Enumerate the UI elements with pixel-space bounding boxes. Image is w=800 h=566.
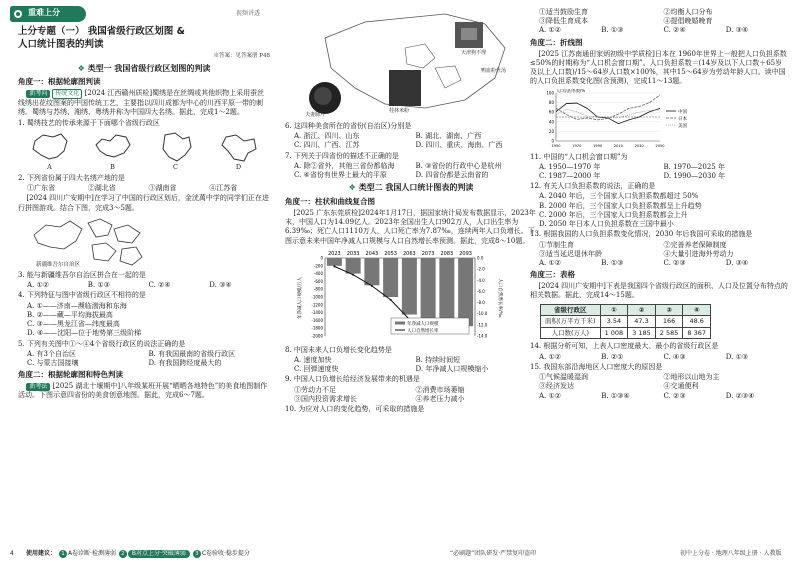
option[interactable]: C. ③——黑龙江省—纬度最高: [27, 320, 120, 329]
x-tick-label: 2043: [365, 250, 379, 257]
food-map: [285, 8, 537, 120]
x-tick-label: 1950: [551, 143, 561, 148]
question-3-options: [18, 281, 270, 290]
option[interactable]: ①节制生育: [539, 240, 574, 249]
y-tick-label: -1800: [311, 325, 323, 331]
option[interactable]: ④养老压力减小: [415, 394, 465, 403]
table-header: ④: [683, 304, 711, 316]
table-cell: 47.3: [628, 316, 656, 328]
option[interactable]: C. ④省份有世界上最大的平原: [294, 171, 387, 180]
series-line: [556, 103, 660, 124]
outline-b[interactable]: B: [92, 131, 134, 172]
x-tick-label: 2023: [328, 250, 341, 257]
province-table: [540, 304, 711, 340]
table-cell: 166: [655, 316, 683, 328]
map-caption: 新疆维吾尔自治区: [36, 261, 81, 268]
option[interactable]: D. ③④: [725, 26, 749, 35]
table-row: [541, 316, 711, 328]
option[interactable]: ①适当鼓励生育: [539, 8, 588, 16]
dependency-chart-svg: [540, 89, 710, 151]
step-1: A卷诊断·检测薄弱: [67, 550, 116, 557]
question-12-options: [530, 192, 788, 229]
question-14: 14. 根据分析可知，上表人口密度最大、最小的省级行政区是: [530, 342, 719, 351]
passage-table: [2024 四川广安期中]下表是我国四个省级行政区的面积、人口及位置分布特点的相关数据。据此，完成14～15题。: [530, 282, 788, 300]
passage-3-food: 新考法 [2025 湖北十堰期中]八年级某班开展“晒晒各地特色”的美食地图制作活动。下图示意四省份的美食创意地图。据此，完成6～7题。: [18, 382, 268, 400]
table-cell: 3 185: [628, 327, 656, 339]
option[interactable]: C. ②④: [663, 26, 686, 35]
question-5: 5. 下列有关图中①～④4个省级行政区的说法正确的是: [18, 339, 186, 348]
step-2-icon: 2: [119, 550, 127, 558]
footer-book: 初中上分卷 · 地理八年级上册 · 人教版: [680, 550, 782, 557]
page-number: 4: [10, 550, 14, 557]
line-point: [390, 299, 392, 301]
y2-tick-label: -8.0: [477, 299, 485, 305]
bar: [327, 258, 342, 266]
table-row: [541, 327, 711, 339]
x-tick-label: 2010: [613, 143, 623, 148]
legend-label: 美国: [678, 123, 687, 129]
x-tick-label: 2053: [384, 250, 397, 257]
y2-tick-label: -14.0: [477, 333, 488, 339]
option[interactable]: A. ①②: [27, 281, 50, 290]
passage-population: [2025 广东东莞质检]2024年1月17日，据国家统计局发布数据显示，2023年末，中国人口为14.09亿人。2023年全国出生人口902万人，人口出生率为6.39‰；死亡人口1110万人，人口死亡率为7.87‰，连续两年人口负增长。下图示意未来中国年净减人口规模与人口自然增长率预测。据此，完成8～10题。: [285, 208, 536, 245]
outline-d[interactable]: D: [218, 131, 260, 172]
y-tick-label: 40: [548, 118, 554, 124]
bar: [458, 258, 473, 326]
option[interactable]: A. 除②省外，其他三省份都临海: [294, 161, 395, 170]
question-1: 1. 蜀绣技艺的传承来源于下面哪个省级行政区: [18, 118, 160, 127]
bar: [383, 258, 398, 297]
answer-reference: ※答案：见答案册 P48: [213, 52, 270, 59]
outline-a[interactable]: A: [29, 131, 71, 172]
option[interactable]: A. 1950—1970 年: [539, 162, 601, 171]
table-header: ③: [655, 304, 683, 316]
option[interactable]: ②完善养老保障制度: [663, 240, 727, 249]
option[interactable]: A. ①②: [539, 391, 562, 400]
class1-title: ❖ 类型一 我国省级行政区划图的判读: [18, 64, 270, 75]
option[interactable]: ③经济发达: [539, 382, 574, 391]
y-tick-label: -600: [313, 278, 323, 284]
angle1-title: 角度一：根据轮廓图判读: [18, 77, 101, 87]
option[interactable]: ①广东省: [27, 184, 55, 193]
question-9-options: [285, 386, 537, 404]
option[interactable]: D. ②③④: [725, 391, 755, 400]
x-tick-label: 2030: [634, 143, 644, 148]
question-10-options: [530, 8, 788, 26]
x-tick-label: 1990: [593, 143, 603, 148]
page-footer: [0, 544, 800, 564]
option[interactable]: B. 湖北、湖南、广西: [415, 132, 482, 141]
china-map-icon: [285, 8, 525, 120]
y2-tick-label: -2.0: [477, 266, 485, 272]
option[interactable]: A. 速度加快: [294, 356, 332, 365]
usage-tips: 使用建议： 1 A卷诊断·检测薄弱 2 B对点上分·突破薄弱 3 C卷验收·稳步提分: [26, 550, 250, 557]
question-15-answers: [530, 392, 788, 401]
step-3-icon: 3: [193, 550, 201, 558]
option[interactable]: D. ④——沈阳—位于地势第三级阶梯: [27, 329, 142, 338]
option[interactable]: B. 持续时间短: [415, 356, 461, 365]
x-tick-label: 2033: [346, 250, 360, 257]
option[interactable]: D. 2050 年日本人口负担系数在三国中最小: [539, 220, 674, 229]
option[interactable]: D. ③④: [209, 281, 232, 290]
option[interactable]: C. 四川、广西、江苏: [294, 141, 360, 150]
province-shape-b-icon: [92, 131, 134, 163]
step-1-icon: 1: [59, 550, 67, 558]
legend-label: 年净减人口规模: [407, 321, 439, 327]
x-tick-label: 2073: [421, 250, 435, 257]
option[interactable]: ③国内投资需求增长: [294, 394, 357, 403]
x-tick-label: 2063: [403, 250, 416, 257]
new-method-tag: 新考法: [26, 383, 50, 391]
middle-column: [285, 8, 537, 415]
option[interactable]: C. ②③: [663, 391, 686, 400]
y-tick-label: -1600: [311, 317, 323, 323]
food-label: 夫妻肺片: [305, 112, 326, 118]
question-6-options: [285, 132, 537, 150]
option[interactable]: B. ②①: [601, 352, 624, 361]
bar: [421, 258, 436, 328]
option[interactable]: A. ①——济南—濒临渤海和东海: [27, 301, 127, 310]
option[interactable]: ④大量引进海外劳动力: [663, 249, 734, 258]
passage-dependency: [2025 江苏南通田家炳初级中学质检]日本在 1960年世界上一般把人口负担系数≤50%的时期称为“人口机会窗口期”。人口负担系数＝(14岁及以下人口数＋65岁及以上人口数)/15～64岁人口数×100%，其中15～64岁为劳动年龄人口。读中国的人口负担系数变化图(含预测)，完成11～13题。: [530, 49, 787, 86]
option[interactable]: ①劳动力不足: [294, 385, 336, 394]
option[interactable]: C. ②④: [148, 281, 171, 290]
option[interactable]: A. 有3个自治区: [27, 349, 76, 358]
question-9: 9. 中国人口负增长给经济发展带来的机遇是: [285, 375, 420, 384]
question-8-options: [285, 356, 537, 374]
option[interactable]: D. ③④: [725, 259, 749, 268]
table-header: 省级行政区: [541, 304, 601, 316]
angle3-title: 角度一：柱状和曲线复合图: [285, 196, 375, 206]
angle4-title: 角度二：折线图: [530, 37, 583, 47]
y-axis-label: 年净减人口规模/万人: [298, 276, 303, 319]
y-tick-label: -1400: [311, 309, 323, 315]
question-2: 2. 下列省份属于四大名绣产地的是: [18, 173, 125, 182]
question-5-options: [18, 350, 270, 368]
x-tick-label: 1970: [572, 143, 582, 148]
step-2: B对点上分·突破薄弱: [128, 550, 190, 558]
dependency-chart: [540, 89, 710, 151]
food-label: 鸭血粉丝汤: [481, 68, 507, 74]
y2-tick-label: -10.0: [477, 310, 488, 316]
video-link[interactable]: 视频讲透: [236, 10, 261, 17]
x-tick-label: 2050: [655, 143, 665, 148]
question-15-options: [530, 373, 788, 391]
x-tick-label: 2083: [440, 250, 454, 257]
passage-2: [2024 四川广安期中]在学习了中国的行政区划后，金洸萬中学的同学们正在进行拼图游戏。结合下图，完成3～5题。: [18, 194, 269, 212]
series-line: [556, 109, 660, 117]
y2-axis-label: 人口自然增长率/‰: [497, 278, 502, 318]
passage-1: 新考向 传统文化 [2024 江西赣州质检]蜀绣是在丝绸或其他织物上采用蚕丝线绣出花纹图案的中国传统工艺，主要指以四川成都为中心的川西平原一带的刺绣。蜀绣与苏绣、湘绣、粤绣并称为中国四大名绣。据此，完成1～2题。: [18, 89, 265, 117]
province-shape-a-icon: [29, 131, 71, 163]
y2-tick-label: -12.0: [477, 322, 488, 328]
option[interactable]: A. ①②: [539, 26, 562, 35]
y2-tick-label: -6.0: [477, 288, 485, 294]
option[interactable]: C. ②③: [663, 259, 686, 268]
option[interactable]: B. ①③④: [601, 391, 630, 400]
step-3: C卷验收·稳步提分: [201, 550, 250, 557]
option[interactable]: B. 有我国最南的省级行政区: [148, 349, 236, 358]
table-cell: 面积(万平方千米): [541, 316, 601, 328]
table-header-row: [541, 304, 711, 316]
line-point: [333, 265, 335, 267]
footer-credit: “必刷题”团队研发·严禁复印盗印: [450, 550, 537, 557]
y-tick-label: -800: [313, 286, 323, 292]
badge-icon: [12, 8, 24, 20]
table-cell: 8 367: [683, 327, 711, 339]
bar: [402, 258, 417, 315]
option[interactable]: C. ④③: [663, 352, 686, 361]
y-tick-label: -1000: [311, 294, 323, 300]
option[interactable]: ②消费市场萎缩: [415, 385, 465, 394]
option[interactable]: D. ①③: [725, 352, 749, 361]
question-7-options: [285, 162, 537, 180]
new-trend-tag: 新考向: [26, 90, 50, 98]
question-2-options: [18, 184, 270, 193]
y-tick-label: -2000: [311, 333, 323, 339]
y-tick-label: 20: [548, 128, 554, 134]
y-axis-label: 人口负担系数/%: [556, 88, 586, 93]
question-10-answers: [530, 26, 788, 35]
y-tick-label: 80: [548, 99, 554, 105]
province-outlines: [18, 130, 270, 172]
legend-label: 中国: [678, 109, 687, 115]
option[interactable]: A. 2040 年后，三个国家人口负担系数都超过 50%: [539, 192, 699, 201]
option[interactable]: B. ①③: [87, 281, 110, 290]
option[interactable]: ②湖北省: [87, 184, 116, 193]
question-4-options: [18, 302, 270, 339]
option[interactable]: ③适当延迟退休年龄: [539, 249, 602, 258]
question-14-options: [530, 353, 788, 362]
question-13: 13. 根据我国的人口负担系数变化情况，2030 年后我国可采取的措施是: [530, 230, 753, 239]
population-chart-svg: [295, 248, 505, 344]
topic-title: 上分专题（一） 我国省级行政区划图 & 人口统计图表的判读: [18, 26, 185, 50]
table-header: ①: [600, 304, 628, 316]
left-column: [18, 26, 270, 402]
question-15: 15. 我国东部沿海地区人口密度大的原因是: [530, 362, 663, 371]
x-tick-label: 2093: [459, 250, 472, 257]
y-tick-label: 0: [551, 138, 554, 144]
option[interactable]: B. ①③: [601, 26, 624, 35]
bar: [364, 258, 379, 285]
option[interactable]: B. 2000 年后，三个国家人口负担系数都呈上升趋势: [539, 201, 702, 210]
option[interactable]: ②均衡人口分布: [663, 8, 713, 16]
legend-label: 日本: [678, 116, 687, 122]
question-8: 8. 中国未来人口负增长变化趋势是: [285, 345, 392, 354]
option[interactable]: ④江苏省: [209, 184, 238, 193]
bar: [346, 258, 361, 274]
angle5-title: 角度三：表格: [530, 270, 575, 280]
line-point: [371, 285, 373, 287]
option[interactable]: D. 四川、重庆、海南、广西: [415, 141, 503, 150]
option[interactable]: A. ①②: [539, 259, 562, 268]
y-tick-label: 0: [320, 255, 323, 261]
option[interactable]: C. 回弹速度快: [294, 365, 339, 374]
question-10: 10. 为应对人口的变化趋势，可采取的措施是: [285, 405, 425, 414]
table-cell: 人口数(万人): [541, 327, 601, 339]
y-tick-label: -200: [313, 263, 323, 269]
question-11: 11. 中国的“人口机会窗口期”为: [530, 152, 628, 161]
option[interactable]: ③降低生育成本: [539, 17, 588, 26]
option[interactable]: B. ③省份的行政中心是杭州: [415, 161, 502, 170]
line-point: [352, 273, 354, 275]
angle2-title: 角度二：根据轮廓图和特色判读: [18, 370, 123, 380]
option[interactable]: ④交通便利: [663, 382, 699, 391]
question-11-options: [530, 163, 788, 181]
option[interactable]: ③湖南省: [148, 184, 177, 193]
question-12: 12. 有关人口负担系数的说法，正确的是: [530, 182, 656, 191]
table-header: ②: [628, 304, 656, 316]
table-cell: 48.6: [683, 316, 711, 328]
province-shape-d-icon: [218, 131, 260, 163]
option[interactable]: D. 1990—2030 年: [663, 172, 726, 180]
question-4: 4. 下列特征与图中省级行政区不相符的是: [18, 291, 146, 300]
question-7: 7. 下列关于四省份的描述不正确的是: [285, 151, 399, 160]
option[interactable]: ②地形以山地为主: [663, 373, 720, 382]
option[interactable]: A. 浙江、四川、山东: [294, 132, 360, 141]
option[interactable]: C. 1987—2000 年: [539, 172, 601, 180]
y2-tick-label: 0.0: [477, 255, 484, 261]
class2-title: ❖ 类型二 我国人口统计图表的判读: [285, 183, 537, 194]
option[interactable]: D. 有我国跨经度最大的: [148, 358, 222, 367]
culture-tag: 传统文化: [52, 89, 82, 99]
population-chart: [295, 248, 505, 344]
outline-c[interactable]: C: [155, 131, 197, 172]
question-3: 3. 能与新疆维吾尔自治区拼合在一起的是: [18, 270, 146, 279]
y-tick-label: -400: [313, 270, 323, 276]
right-column: [530, 8, 788, 401]
province-shape-c-icon: [155, 131, 197, 163]
legend-label: 人口自然增长率: [407, 328, 439, 334]
option[interactable]: ①气候温暖湿润: [539, 373, 588, 382]
option[interactable]: A. ①②: [539, 352, 562, 361]
y-tick-label: 60: [548, 109, 554, 115]
question-6: 6. 这四种美食所在的省份(自治区)分别是: [285, 122, 412, 130]
option[interactable]: C. 2000 年后，三个国家人口负担系数都会上升: [539, 210, 688, 219]
puzzle-map: [28, 215, 148, 269]
question-13-answers: [530, 259, 788, 268]
table-cell: 1 008: [600, 327, 628, 339]
option[interactable]: ④提倡晚婚晚育: [663, 17, 713, 26]
option[interactable]: C. 与蒙古国接壤: [27, 358, 79, 367]
food-label: 桂林米粉: [389, 108, 410, 114]
food-label: 天津狗不理: [461, 50, 487, 56]
section-banner: 重难上分: [10, 6, 86, 22]
table-cell: 2 585: [655, 327, 683, 339]
option[interactable]: B. ②——藏—平均海拔最高: [27, 310, 113, 319]
question-13-options: [530, 241, 788, 259]
option[interactable]: B. ①③: [601, 259, 624, 268]
y-tick-label: -1200: [311, 302, 323, 308]
option[interactable]: D. 四省份都是云南省的: [415, 171, 489, 180]
y2-tick-label: -4.0: [477, 277, 485, 283]
option[interactable]: D. 年净减人口规模缩小: [415, 365, 489, 374]
option[interactable]: B. 1970—2025 年: [663, 162, 725, 171]
y-tick-label: 100: [546, 90, 554, 96]
table-cell: 3.54: [600, 316, 628, 328]
series-line: [556, 94, 660, 119]
